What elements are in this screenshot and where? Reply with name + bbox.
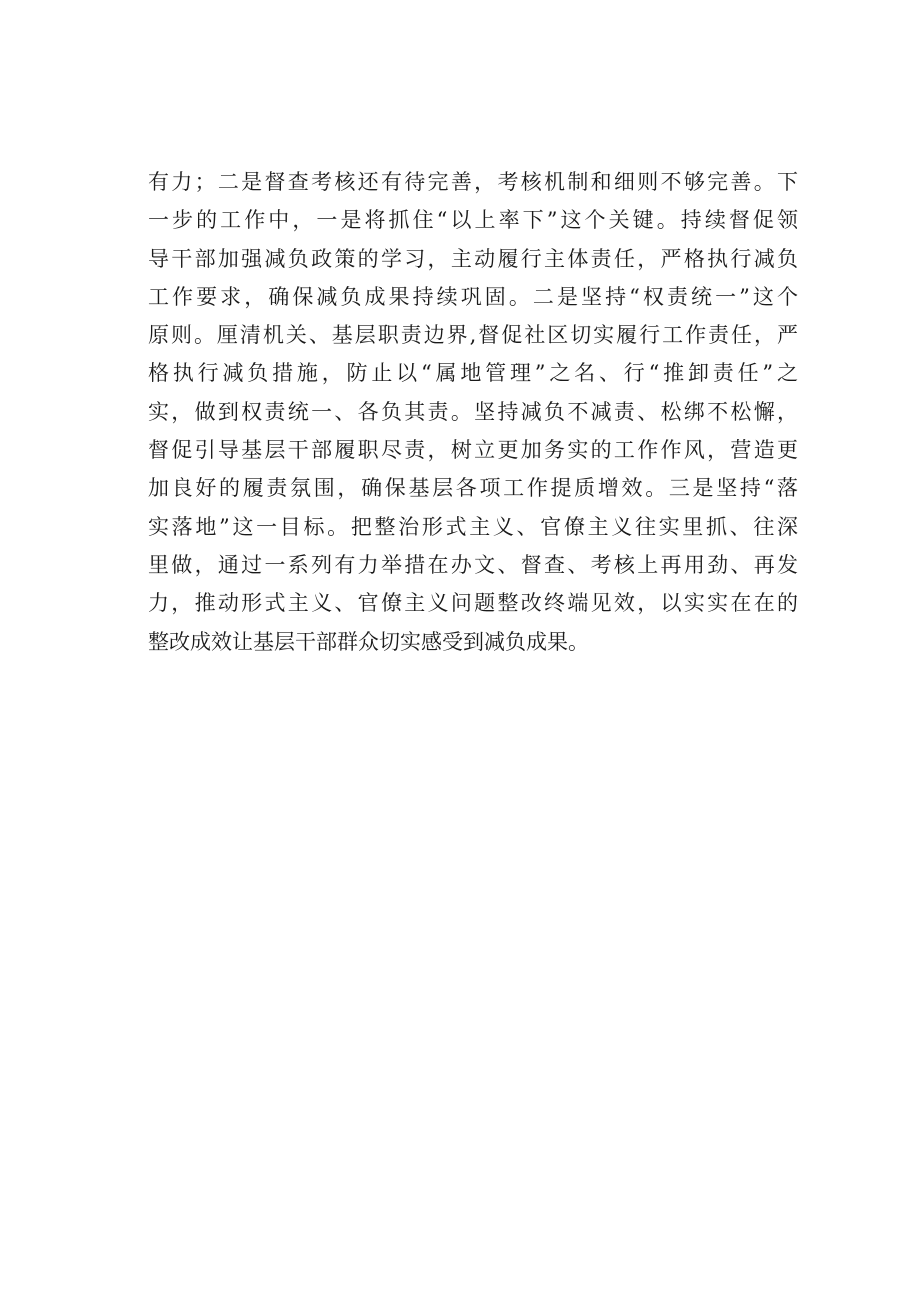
text-line: 实落地”这一目标。把整治形式主义、官僚主义往实里抓、往深 — [148, 514, 798, 539]
body-paragraph — [148, 163, 808, 661]
text-line: 整改成效让基层干部群众切实感受到减负成果。 — [148, 629, 589, 654]
text-line: 工作要求，确保减负成果持续巩固。二是坚持“权责统一”这个 — [148, 284, 798, 309]
text-line: 格执行减负措施，防止以“属地管理”之名、行“推卸责任”之 — [148, 361, 798, 386]
text-line: 实，做到权责统一、各负其责。坚持减负不减责、松绑不松懈， — [148, 399, 798, 424]
text-line: 督促引导基层干部履职尽责，树立更加务实的工作作风，营造更 — [148, 438, 798, 463]
text-line: 里做，通过一系列有力举措在办文、督查、考核上再用劲、再发 — [148, 552, 798, 577]
text-line: 原则。厘清机关、基层职责边界,督促社区切实履行工作责任，严 — [148, 323, 798, 348]
text-line: 有力；二是督查考核还有待完善，考核机制和细则不够完善。下 — [148, 170, 798, 194]
text-line: 加良好的履责氛围，确保基层各项工作提质增效。三是坚持“落 — [148, 476, 798, 501]
text-line: 导干部加强减负政策的学习，主动履行主体责任，严格执行减负 — [148, 246, 798, 271]
text-line: 一步的工作中，一是将抓住“以上率下”这个关键。持续督促领 — [148, 208, 798, 233]
text-line: 力，推动形式主义、官僚主义问题整改终端见效，以实实在在的 — [148, 591, 798, 616]
